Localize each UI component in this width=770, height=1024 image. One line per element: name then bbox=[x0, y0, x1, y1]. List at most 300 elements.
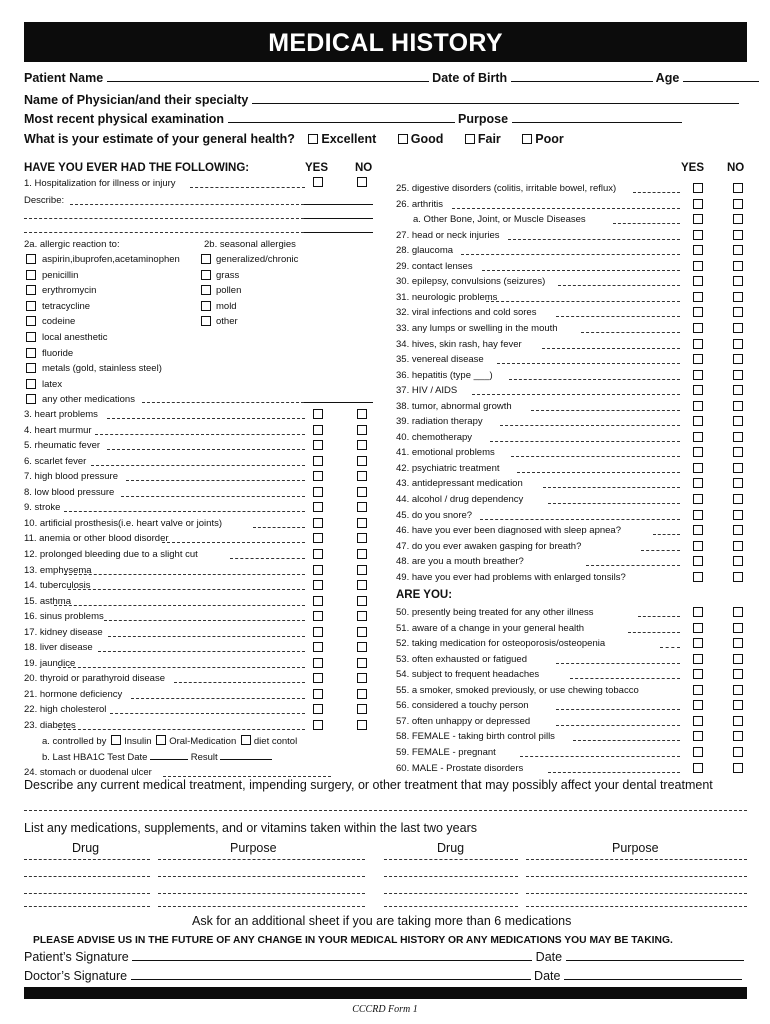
seasonal-heading: 2b. seasonal allergies bbox=[204, 239, 296, 250]
history-item-yes-checkbox[interactable] bbox=[693, 214, 703, 224]
history-item-line bbox=[107, 418, 305, 419]
history-item-yes-checkbox[interactable] bbox=[693, 183, 703, 193]
history-item-yes-checkbox[interactable] bbox=[313, 689, 323, 699]
history-item-line bbox=[64, 511, 305, 512]
history-item-yes-checkbox[interactable] bbox=[313, 596, 323, 606]
medication-line[interactable] bbox=[384, 876, 518, 877]
good-checkbox[interactable] bbox=[398, 134, 408, 144]
left-section-heading: HAVE YOU EVER HAD THE FOLLOWING: bbox=[24, 162, 250, 174]
patient-signature-row bbox=[24, 949, 744, 964]
history-item-no-checkbox[interactable] bbox=[357, 642, 367, 652]
history-item-yes-checkbox[interactable] bbox=[693, 339, 703, 349]
patient-name-row bbox=[24, 70, 759, 85]
history-item-line bbox=[68, 589, 305, 590]
history-item-no-checkbox[interactable] bbox=[357, 502, 367, 512]
history-item-yes-checkbox[interactable] bbox=[693, 556, 703, 566]
history-item-label: 34. hives, skin rash, hay fever bbox=[396, 338, 522, 350]
allergy-a-label: latex bbox=[42, 378, 63, 390]
are-you-no-checkbox[interactable] bbox=[733, 607, 743, 617]
other-medications-line-b bbox=[304, 402, 373, 403]
history-item-yes-checkbox[interactable] bbox=[693, 494, 703, 504]
history-item-label: 28. glaucoma bbox=[396, 245, 454, 257]
dob-field[interactable] bbox=[511, 70, 653, 82]
exam-field[interactable] bbox=[228, 111, 455, 123]
medication-line[interactable] bbox=[384, 859, 518, 860]
describe-line-1 bbox=[70, 204, 304, 205]
history-item-no-checkbox[interactable] bbox=[733, 401, 743, 411]
history-item-no-checkbox[interactable] bbox=[357, 440, 367, 450]
history-item-label: 46. have you ever been diagnosed with sleep apnea? bbox=[396, 525, 622, 537]
history-item-label: 48. are you a mouth breather? bbox=[396, 556, 524, 568]
history-item-yes-checkbox[interactable] bbox=[313, 425, 323, 435]
allergy-a-label: local anesthetic bbox=[42, 332, 108, 343]
history-item-label: 12. prolonged bleeding due to a slight cut bbox=[24, 548, 198, 560]
are-you-no-checkbox[interactable] bbox=[733, 654, 743, 664]
history-item-no-checkbox[interactable] bbox=[733, 183, 743, 193]
history-item-line bbox=[253, 527, 305, 528]
are-you-yes-checkbox[interactable] bbox=[693, 763, 703, 773]
allergy-a-checkbox[interactable] bbox=[26, 254, 36, 264]
allergy-a-label: tetracycline bbox=[42, 300, 91, 312]
are-you-yes-checkbox[interactable] bbox=[693, 747, 703, 757]
history-item-yes-checkbox[interactable] bbox=[313, 673, 323, 683]
allergy-a-checkbox[interactable] bbox=[26, 332, 36, 342]
history-item-no-checkbox[interactable] bbox=[733, 214, 743, 224]
left-no-header: NO bbox=[355, 162, 373, 174]
hba1c-date-field[interactable] bbox=[150, 750, 188, 760]
history-item-yes-checkbox[interactable] bbox=[693, 510, 703, 520]
doctor-date-field[interactable] bbox=[564, 968, 742, 980]
are-you-item-line bbox=[556, 663, 680, 664]
allergy-a-label: metals (gold, stainless steel) bbox=[42, 363, 162, 375]
allergy-a-checkbox[interactable] bbox=[26, 348, 36, 358]
history-item-label: 27. head or neck injuries bbox=[396, 229, 500, 241]
doctor-signature-row bbox=[24, 968, 742, 983]
are-you-no-checkbox[interactable] bbox=[733, 700, 743, 710]
history-item-line bbox=[58, 667, 305, 668]
history-item-no-checkbox[interactable] bbox=[357, 596, 367, 606]
are-you-yes-checkbox[interactable] bbox=[693, 731, 703, 741]
history-item-no-checkbox[interactable] bbox=[357, 673, 367, 683]
poor-checkbox[interactable] bbox=[522, 134, 532, 144]
exam-purpose-field[interactable] bbox=[512, 111, 682, 123]
allergy-a-checkbox[interactable] bbox=[26, 363, 36, 373]
are-you-yes-checkbox[interactable] bbox=[693, 623, 703, 633]
physician-row bbox=[24, 92, 739, 107]
history-item-yes-checkbox[interactable] bbox=[313, 487, 323, 497]
diabetes-b-label: b. Last HBA1C Test Date bbox=[42, 752, 148, 763]
are-you-item-line bbox=[548, 772, 680, 773]
history-item-yes-checkbox[interactable] bbox=[313, 456, 323, 466]
history-item-line bbox=[586, 565, 680, 566]
history-item-line bbox=[482, 270, 680, 271]
history-item-no-checkbox[interactable] bbox=[733, 292, 743, 302]
history-item-label: 7. high blood pressure bbox=[24, 471, 119, 483]
describe-line-2 bbox=[24, 218, 304, 219]
history-item-no-checkbox[interactable] bbox=[733, 370, 743, 380]
history-item-label: 35. venereal disease bbox=[396, 354, 484, 366]
item-1-line bbox=[190, 187, 305, 188]
medication-line[interactable] bbox=[158, 859, 365, 860]
history-item-label: 25. digestive disorders (colitis, irritable bowel, reflux) bbox=[396, 183, 617, 194]
history-item-yes-checkbox[interactable] bbox=[313, 533, 323, 543]
history-item-line bbox=[509, 379, 680, 380]
allergy-a-checkbox[interactable] bbox=[26, 301, 36, 311]
item-1-label: 1. Hospitalization for illness or injury bbox=[24, 178, 176, 189]
patient-name-label: Patient Name bbox=[24, 71, 104, 85]
exam-purpose-label: Purpose bbox=[458, 112, 509, 126]
doctor-signature-field[interactable] bbox=[131, 968, 531, 980]
history-item-label: 47. do you ever awaken gasping for breath? bbox=[396, 540, 582, 552]
medication-line[interactable] bbox=[158, 906, 365, 907]
history-item-no-checkbox[interactable] bbox=[357, 565, 367, 575]
are-you-yes-checkbox[interactable] bbox=[693, 607, 703, 617]
history-item-line bbox=[121, 496, 305, 497]
are-you-item-line bbox=[570, 678, 680, 679]
fair-checkbox[interactable] bbox=[465, 134, 475, 144]
excellent-label: Excellent bbox=[321, 132, 377, 146]
allergy-a-checkbox[interactable] bbox=[26, 316, 36, 326]
diabetes-b-row bbox=[42, 750, 272, 764]
history-item-no-checkbox[interactable] bbox=[733, 525, 743, 535]
history-item-no-checkbox[interactable] bbox=[357, 611, 367, 621]
patient-name-field[interactable] bbox=[107, 70, 429, 82]
oral-medication-checkbox[interactable] bbox=[156, 735, 166, 745]
history-item-yes-checkbox[interactable] bbox=[313, 611, 323, 621]
insulin-checkbox[interactable] bbox=[111, 735, 121, 745]
are-you-no-checkbox[interactable] bbox=[733, 731, 743, 741]
history-item-no-checkbox[interactable] bbox=[357, 425, 367, 435]
history-item-line bbox=[517, 472, 680, 473]
history-item-no-checkbox[interactable] bbox=[733, 276, 743, 286]
history-item-line bbox=[64, 574, 305, 575]
history-item-no-checkbox[interactable] bbox=[357, 487, 367, 497]
are-you-item-line bbox=[556, 725, 680, 726]
age-field[interactable] bbox=[683, 70, 759, 82]
exam-label: Most recent physical examination bbox=[24, 112, 225, 126]
are-you-yes-checkbox[interactable] bbox=[693, 700, 703, 710]
other-medications-line bbox=[142, 402, 304, 403]
purpose-header-2: Purpose bbox=[612, 841, 659, 855]
history-item-yes-checkbox[interactable] bbox=[693, 354, 703, 364]
history-item-no-checkbox[interactable] bbox=[733, 354, 743, 364]
physician-field[interactable] bbox=[252, 92, 739, 104]
history-item-no-checkbox[interactable] bbox=[733, 463, 743, 473]
history-item-no-checkbox[interactable] bbox=[733, 245, 743, 255]
history-item-yes-checkbox[interactable] bbox=[693, 463, 703, 473]
diabetes-a-row bbox=[42, 735, 297, 748]
history-item-no-checkbox[interactable] bbox=[733, 261, 743, 271]
history-item-yes-checkbox[interactable] bbox=[693, 323, 703, 333]
allergy-a-checkbox[interactable] bbox=[26, 270, 36, 280]
history-item-line bbox=[91, 465, 305, 466]
history-item-line bbox=[58, 729, 305, 730]
history-item-no-checkbox[interactable] bbox=[357, 704, 367, 714]
history-item-yes-checkbox[interactable] bbox=[693, 230, 703, 240]
medication-line[interactable] bbox=[24, 859, 150, 860]
history-item-no-checkbox[interactable] bbox=[733, 416, 743, 426]
history-item-label: 23. diabetes bbox=[24, 720, 76, 731]
allergy-b-checkbox[interactable] bbox=[201, 285, 211, 295]
result-label: Result bbox=[190, 752, 218, 763]
medication-line[interactable] bbox=[526, 859, 747, 860]
history-item-line bbox=[162, 542, 305, 543]
history-item-yes-checkbox[interactable] bbox=[693, 432, 703, 442]
history-item-no-checkbox[interactable] bbox=[733, 432, 743, 442]
history-item-yes-checkbox[interactable] bbox=[313, 627, 323, 637]
history-item-label: 5. rheumatic fever bbox=[24, 440, 101, 452]
history-item-yes-checkbox[interactable] bbox=[313, 565, 323, 575]
history-item-no-checkbox[interactable] bbox=[357, 456, 367, 466]
are-you-no-checkbox[interactable] bbox=[733, 669, 743, 679]
health-row bbox=[24, 132, 564, 146]
history-item-yes-checkbox[interactable] bbox=[313, 471, 323, 481]
history-item-no-checkbox[interactable] bbox=[733, 556, 743, 566]
are-you-item-label: 56. considered a touchy person bbox=[396, 700, 529, 712]
medication-line[interactable] bbox=[384, 893, 518, 894]
history-item-no-checkbox[interactable] bbox=[733, 307, 743, 317]
history-item-label: 15. asthma bbox=[24, 595, 71, 607]
history-item-label: 41. emotional problems bbox=[396, 447, 495, 459]
history-item-no-checkbox[interactable] bbox=[733, 494, 743, 504]
describe-current-line[interactable] bbox=[24, 810, 747, 811]
history-item-no-checkbox[interactable] bbox=[357, 533, 367, 543]
history-item-label: 17. kidney disease bbox=[24, 626, 103, 638]
are-you-item-label: 51. aware of a change in your general health bbox=[396, 622, 585, 634]
history-item-yes-checkbox[interactable] bbox=[313, 409, 323, 419]
history-item-line bbox=[108, 636, 305, 637]
allergy-b-label: mold bbox=[216, 300, 237, 312]
are-you-no-checkbox[interactable] bbox=[733, 685, 743, 695]
history-item-line bbox=[508, 239, 680, 240]
dob-label: Date of Birth bbox=[432, 71, 508, 85]
history-item-yes-checkbox[interactable] bbox=[693, 447, 703, 457]
medication-line[interactable] bbox=[526, 876, 747, 877]
history-item-yes-checkbox[interactable] bbox=[313, 440, 323, 450]
history-item-line bbox=[558, 285, 680, 286]
medication-line[interactable] bbox=[24, 876, 150, 877]
left-yes-header: YES bbox=[305, 162, 329, 174]
history-item-yes-checkbox[interactable] bbox=[693, 572, 703, 582]
patient-signature-field[interactable] bbox=[132, 949, 532, 961]
describe-line-3b bbox=[304, 232, 373, 233]
doctor-signature-label: Doctor’s Signature bbox=[24, 969, 128, 983]
are-you-item-label: 59. FEMALE - pregnant bbox=[396, 746, 496, 758]
result-field[interactable] bbox=[220, 750, 272, 760]
history-item-yes-checkbox[interactable] bbox=[313, 642, 323, 652]
describe-current-label: Describe any current medical treatment, impending surgery, or other treatment that may possibly affect your dental treatment bbox=[24, 778, 713, 792]
allergy-a-checkbox[interactable] bbox=[26, 285, 36, 295]
history-item-no-checkbox[interactable] bbox=[357, 689, 367, 699]
history-item-label: 37. HIV / AIDS bbox=[396, 385, 458, 397]
are-you-yes-checkbox[interactable] bbox=[693, 654, 703, 664]
medication-line[interactable] bbox=[158, 876, 365, 877]
additional-sheet-note: Ask for an additional sheet if you are taking more than 6 medications bbox=[192, 914, 572, 928]
history-item-yes-checkbox[interactable] bbox=[313, 704, 323, 714]
medication-line[interactable] bbox=[24, 893, 150, 894]
allergy-b-label: pollen bbox=[216, 285, 242, 297]
are-you-yes-checkbox[interactable] bbox=[693, 638, 703, 648]
history-item-no-checkbox[interactable] bbox=[357, 409, 367, 419]
are-you-item-line bbox=[628, 632, 680, 633]
history-item-yes-checkbox[interactable] bbox=[693, 370, 703, 380]
are-you-item-line bbox=[520, 756, 680, 757]
history-item-no-checkbox[interactable] bbox=[733, 541, 743, 551]
history-item-no-checkbox[interactable] bbox=[733, 339, 743, 349]
are-you-item-label: 55. a smoker, smoked previously, or use chewing tobacco bbox=[396, 684, 639, 696]
item-24-line bbox=[163, 776, 331, 777]
history-item-line bbox=[556, 316, 680, 317]
history-item-label: 42. psychiatric treatment bbox=[396, 462, 500, 474]
patient-date-label: Date bbox=[535, 950, 563, 964]
history-item-label: 13. emphysema bbox=[24, 564, 92, 576]
history-item-line bbox=[531, 410, 680, 411]
are-you-no-checkbox[interactable] bbox=[733, 623, 743, 633]
history-item-no-checkbox[interactable] bbox=[357, 720, 367, 730]
history-item-label: 19. jaundice bbox=[24, 657, 76, 669]
history-item-label: 43. antidepressant medication bbox=[396, 478, 523, 490]
allergy-b-checkbox[interactable] bbox=[201, 270, 211, 280]
history-item-line bbox=[486, 301, 680, 302]
history-item-label: 49. have you ever had problems with enlarged tonsils? bbox=[396, 571, 626, 583]
history-item-no-checkbox[interactable] bbox=[357, 658, 367, 668]
history-item-no-checkbox[interactable] bbox=[733, 572, 743, 582]
history-item-yes-checkbox[interactable] bbox=[313, 518, 323, 528]
history-item-line bbox=[461, 254, 680, 255]
are-you-no-checkbox[interactable] bbox=[733, 747, 743, 757]
history-item-yes-checkbox[interactable] bbox=[693, 292, 703, 302]
patient-date-field[interactable] bbox=[566, 949, 744, 961]
health-question: What is your estimate of your general health? bbox=[24, 132, 295, 146]
are-you-yes-checkbox[interactable] bbox=[693, 716, 703, 726]
history-item-label: 6. scarlet fever bbox=[24, 455, 87, 467]
item-1-no-checkbox[interactable] bbox=[357, 177, 367, 187]
history-item-yes-checkbox[interactable] bbox=[313, 658, 323, 668]
history-item-no-checkbox[interactable] bbox=[733, 447, 743, 457]
history-item-line bbox=[653, 534, 680, 535]
medication-line[interactable] bbox=[526, 893, 747, 894]
history-item-no-checkbox[interactable] bbox=[733, 323, 743, 333]
history-item-line bbox=[95, 434, 305, 435]
medication-line[interactable] bbox=[24, 906, 150, 907]
form-id: CCCRD Form 1 bbox=[352, 1004, 418, 1015]
are-you-no-checkbox[interactable] bbox=[733, 638, 743, 648]
medication-line[interactable] bbox=[526, 906, 747, 907]
allergy-b-label: other bbox=[216, 316, 238, 328]
history-item-line bbox=[472, 394, 680, 395]
medication-line[interactable] bbox=[384, 906, 518, 907]
allergy-b-checkbox[interactable] bbox=[201, 316, 211, 326]
history-item-line bbox=[230, 558, 305, 559]
are-you-item-label: 58. FEMALE - taking birth control pills bbox=[396, 731, 555, 743]
history-item-no-checkbox[interactable] bbox=[733, 230, 743, 240]
describe-line-2b bbox=[304, 218, 373, 219]
are-you-no-checkbox[interactable] bbox=[733, 716, 743, 726]
history-item-yes-checkbox[interactable] bbox=[693, 385, 703, 395]
history-item-no-checkbox[interactable] bbox=[357, 580, 367, 590]
are-you-item-label: 54. subject to frequent headaches bbox=[396, 669, 540, 681]
allergy-a-label: any other medications bbox=[42, 394, 135, 406]
are-you-no-checkbox[interactable] bbox=[733, 763, 743, 773]
allergy-a-label: aspirin,ibuprofen,acetaminophen bbox=[42, 254, 180, 265]
history-item-line bbox=[500, 425, 680, 426]
item-1-yes-checkbox[interactable] bbox=[313, 177, 323, 187]
history-item-label: 3. heart problems bbox=[24, 409, 98, 420]
meds-label: List any medications, supplements, and or vitamins taken within the last two years bbox=[24, 821, 477, 835]
history-item-yes-checkbox[interactable] bbox=[693, 478, 703, 488]
history-item-label: 16. sinus problems bbox=[24, 611, 104, 623]
history-item-yes-checkbox[interactable] bbox=[693, 307, 703, 317]
good-label: Good bbox=[410, 132, 444, 146]
are-you-yes-checkbox[interactable] bbox=[693, 669, 703, 679]
history-item-no-checkbox[interactable] bbox=[357, 549, 367, 559]
history-item-line bbox=[641, 550, 680, 551]
medication-line[interactable] bbox=[158, 893, 365, 894]
item-24-label: 24. stomach or duodenal ulcer bbox=[24, 767, 152, 778]
allergy-a-checkbox[interactable] bbox=[26, 394, 36, 404]
allergy-b-checkbox[interactable] bbox=[201, 301, 211, 311]
are-you-item-label: 57. often unhappy or depressed bbox=[396, 715, 531, 727]
history-item-line bbox=[110, 713, 305, 714]
purpose-header-1: Purpose bbox=[230, 841, 277, 855]
history-item-yes-checkbox[interactable] bbox=[693, 416, 703, 426]
history-item-no-checkbox[interactable] bbox=[733, 199, 743, 209]
poor-label: Poor bbox=[535, 132, 564, 146]
history-item-yes-checkbox[interactable] bbox=[693, 525, 703, 535]
allergy-b-checkbox[interactable] bbox=[201, 254, 211, 264]
history-item-line bbox=[497, 363, 680, 364]
history-item-no-checkbox[interactable] bbox=[357, 471, 367, 481]
history-item-yes-checkbox[interactable] bbox=[313, 720, 323, 730]
history-item-line bbox=[131, 698, 305, 699]
history-item-label: 31. neurologic problems bbox=[396, 291, 498, 303]
are-you-heading: ARE YOU: bbox=[396, 589, 453, 601]
history-item-yes-checkbox[interactable] bbox=[693, 199, 703, 209]
history-item-yes-checkbox[interactable] bbox=[693, 276, 703, 286]
history-item-no-checkbox[interactable] bbox=[357, 627, 367, 637]
history-item-no-checkbox[interactable] bbox=[733, 385, 743, 395]
history-item-line bbox=[54, 605, 305, 606]
are-you-item-label: 52. taking medication for osteoporosis/osteopenia bbox=[396, 638, 606, 650]
are-you-yes-checkbox[interactable] bbox=[693, 685, 703, 695]
allergy-a-label: codeine bbox=[42, 316, 76, 328]
history-item-line bbox=[480, 519, 680, 520]
history-item-yes-checkbox[interactable] bbox=[313, 580, 323, 590]
right-no-header: NO bbox=[727, 162, 745, 174]
describe-label: Describe: bbox=[24, 195, 65, 206]
history-item-label: 26. arthritis bbox=[396, 198, 443, 210]
history-item-line bbox=[126, 480, 305, 481]
history-item-line bbox=[581, 332, 680, 333]
history-item-no-checkbox[interactable] bbox=[733, 478, 743, 488]
history-item-line bbox=[542, 348, 680, 349]
diet-control-checkbox[interactable] bbox=[241, 735, 251, 745]
history-item-no-checkbox[interactable] bbox=[733, 510, 743, 520]
describe-line-1b bbox=[304, 204, 373, 205]
history-item-yes-checkbox[interactable] bbox=[313, 502, 323, 512]
history-item-yes-checkbox[interactable] bbox=[693, 401, 703, 411]
history-item-yes-checkbox[interactable] bbox=[313, 549, 323, 559]
history-item-yes-checkbox[interactable] bbox=[693, 245, 703, 255]
history-item-yes-checkbox[interactable] bbox=[693, 261, 703, 271]
history-item-label: 10. artificial prosthesis(i.e. heart valve or joints) bbox=[24, 517, 222, 529]
are-you-item-line bbox=[660, 647, 680, 648]
history-item-line bbox=[543, 487, 680, 488]
history-item-yes-checkbox[interactable] bbox=[693, 541, 703, 551]
allergy-a-checkbox[interactable] bbox=[26, 379, 36, 389]
excellent-checkbox[interactable] bbox=[308, 134, 318, 144]
history-item-no-checkbox[interactable] bbox=[357, 518, 367, 528]
